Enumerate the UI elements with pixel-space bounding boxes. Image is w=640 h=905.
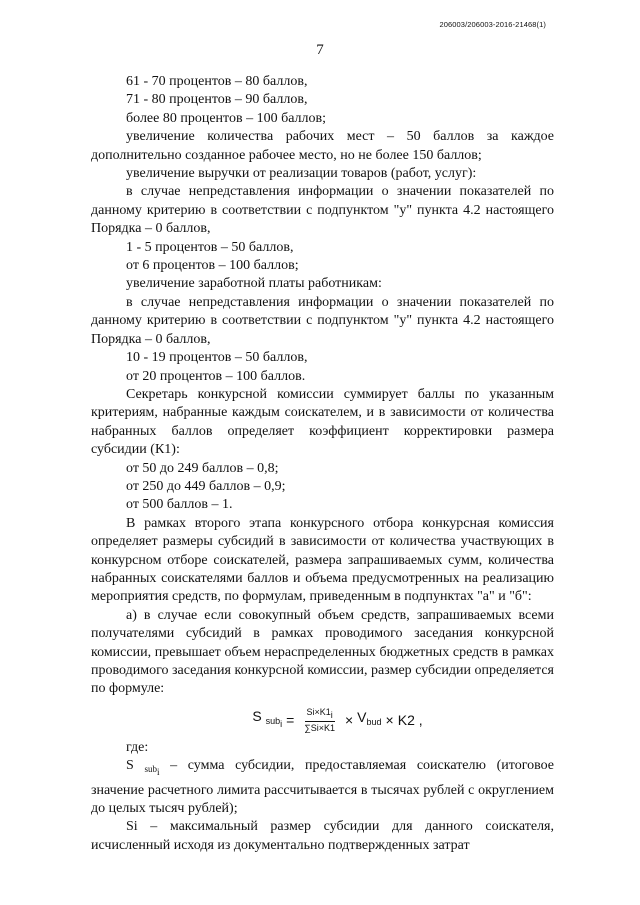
paragraph-salary-no-info: в случае непредставления информации о значении показателей по данному критерию в соответствии с подпунктом "у" пункта 4.2 настоящего Порядка – 0 баллов, (91, 294, 554, 347)
paragraph-score-over-80: более 80 процентов – 100 баллов; (126, 110, 327, 126)
paragraph-salary-from-20: от 20 процентов – 100 баллов. (126, 368, 306, 384)
document-body (91, 73, 554, 855)
formula-fraction (302, 707, 337, 733)
formula-times-1: × (344, 711, 354, 728)
formula-equals: = (286, 711, 295, 728)
formula-lhs: S $_{subi}$ (252, 707, 283, 729)
paragraph-salary-increase: увеличение заработной платы работникам: (126, 276, 382, 292)
paragraph-score-71-80: 71 - 80 процентов – 90 баллов, (126, 92, 308, 108)
subsidy-formula (121, 705, 554, 735)
paragraph-k1-250-449: от 250 до 449 баллов – 0,9; (126, 478, 286, 494)
formula-numerator: Si×K1i (306, 706, 333, 720)
paragraph-jobs-increase: увеличение количества рабочих мест – 50 баллов за каждое дополнительно созданное рабочее место, но не более 150 баллов; (91, 129, 554, 163)
paragraph-revenue-no-info: в случае непредставления информации о значении показателей по данному критерию в соответствии с подпунктом "у" пункта 4.2 настоящего Порядка – 0 баллов, (91, 184, 554, 237)
paragraph-revenue-increase: увеличение выручки от реализации товаров (работ, услуг): (126, 166, 477, 182)
formula-k2: K2 , (397, 711, 423, 728)
paragraph-case-a: а) в случае если совокупный объем средств, запрашиваемых всеми получателями субсидий в рамках проводимого заседания конкурсной комиссии, превышает объем нераспределенных бюджетных средств в рамках проводимого заседания конкурсной комиссии, размер субсидии определяется по формуле: (91, 607, 554, 697)
paragraph-where: где: (126, 739, 149, 755)
formula-v-bud: $V_{bud}$ (357, 709, 382, 728)
paragraph-revenue-from-6: от 6 процентов – 100 баллов; (126, 258, 299, 274)
paragraph-salary-10-19: 10 - 19 процентов – 50 баллов, (126, 350, 308, 366)
s-sub-symbol: S $_{subi}$ (126, 758, 160, 778)
formula-times-2: × (385, 711, 394, 728)
paragraph-k1-50-249: от 50 до 249 баллов – 0,8; (126, 460, 279, 476)
paragraph-secretary-sums: Секретарь конкурсной комиссии суммирует баллы по указанным критериям, набранные каждым соискателем, и в зависимости от количества набранных баллов определяет коэффициент корректировки размера субсидии (К1): (91, 386, 554, 458)
formula-denominator: ∑Si×K1 (304, 722, 335, 733)
paragraph-second-stage: В рамках второго этапа конкурсного отбора конкурсная комиссия определяет размеры субсидий в зависимости от количества участвующих в конкурсном отборе соискателей, размера запрашиваемых сумм, количества набранных соискателями баллов и объема предусмотренных на реализацию мероприятия средств, по формулам, приведенным в подпунктах "а" и "б": (91, 515, 554, 605)
paragraph-k1-500: от 500 баллов – 1. (126, 497, 233, 513)
paragraph-revenue-1-5: 1 - 5 процентов – 50 баллов, (126, 239, 294, 255)
paragraph-si-definition: Si – максимальный размер субсидии для данного соискателя, исчисленный исходя из документально подтвержденных затрат (91, 819, 554, 853)
page-number: 7 (316, 42, 324, 58)
paragraph-s-sub-definition (91, 757, 554, 818)
paragraph-score-61-70: 61 - 70 процентов – 80 баллов, (126, 74, 308, 89)
document-id: 206003/206003-2016-21468(1) (439, 20, 546, 29)
s-sub-definition-text: – сумма субсидии, предоставляемая соискателю (итоговое значение расчетного лимита рассчитывается в тысячах рублей с округлением до целых тысяч рублей); (91, 758, 554, 817)
